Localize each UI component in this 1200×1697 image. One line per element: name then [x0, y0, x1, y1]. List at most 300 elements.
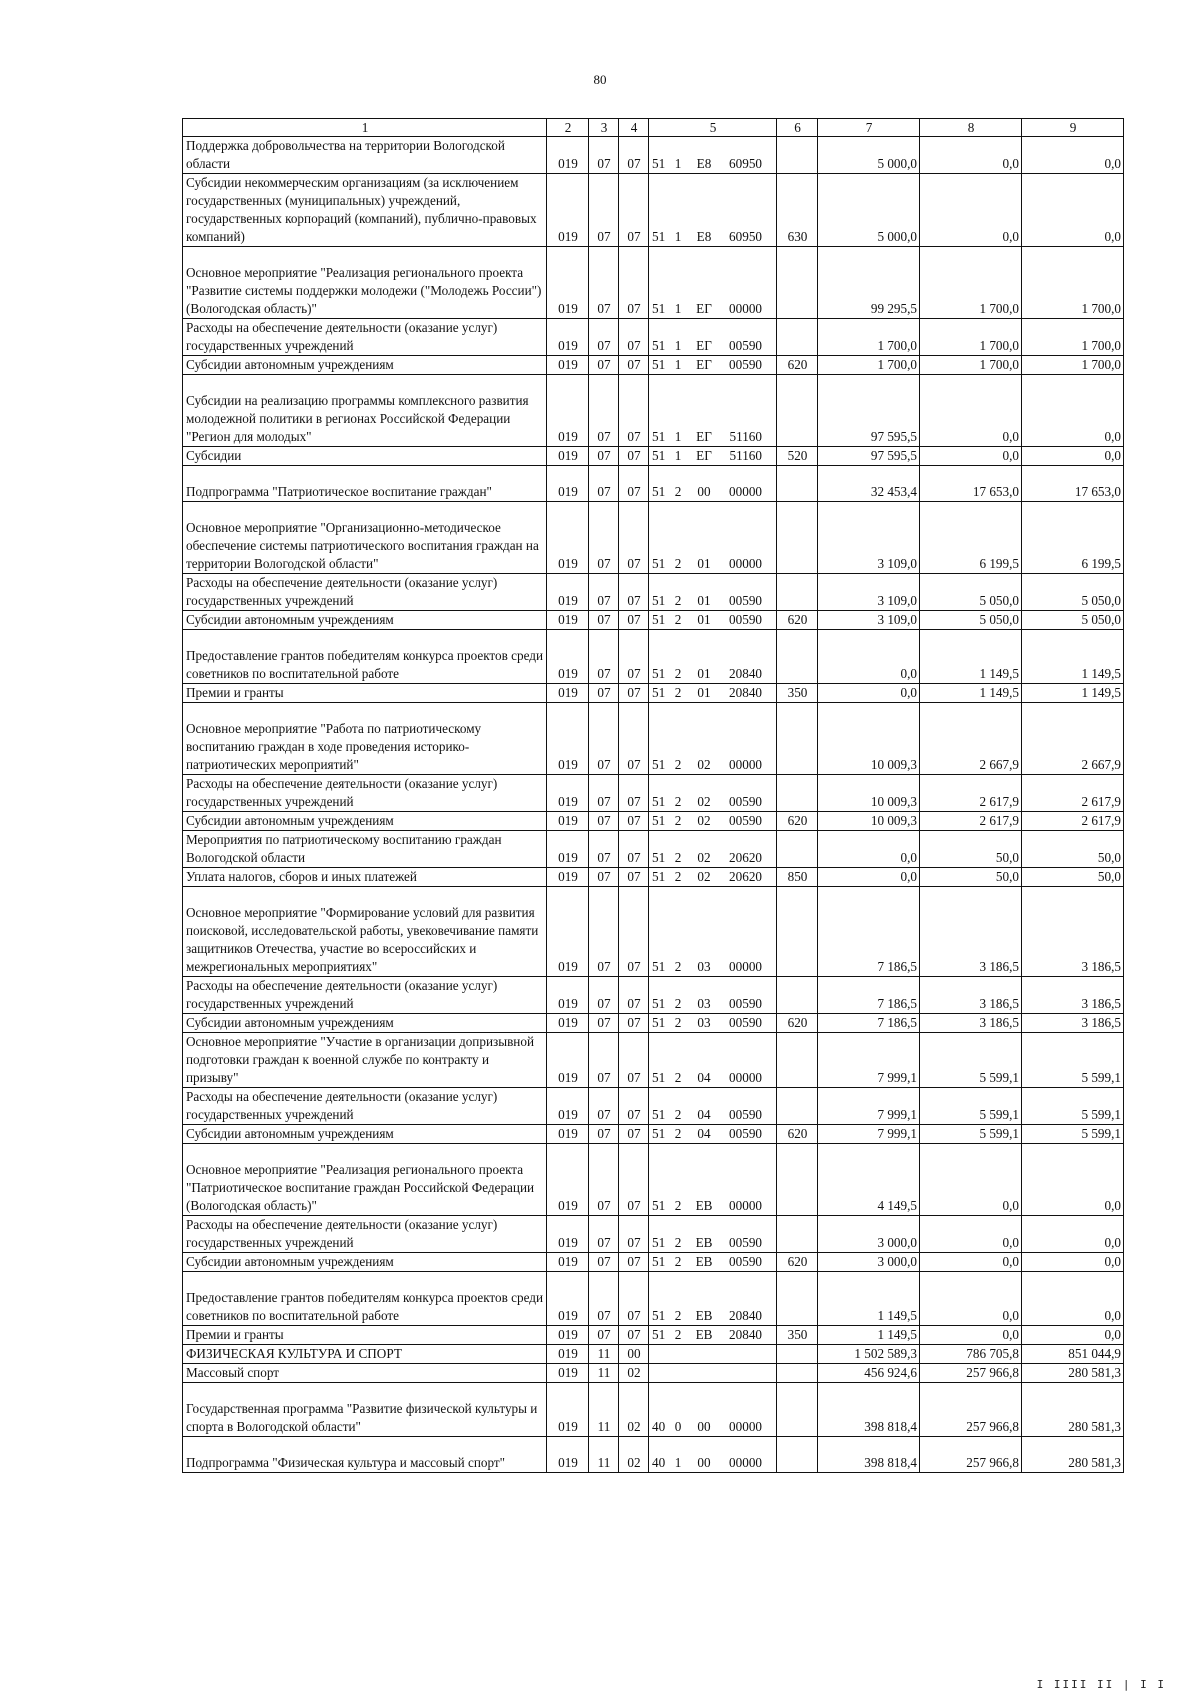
target-code-part: 51 [652, 1070, 666, 1085]
row-name: Премии и гранты [183, 1326, 547, 1345]
col-section-code: 07 [589, 1014, 619, 1033]
target-code-part: 02 [697, 850, 711, 865]
col-target-code [649, 1125, 777, 1144]
col-subsection-code: 07 [619, 977, 649, 1014]
col-amount-3: 0,0 [1022, 174, 1124, 247]
col-amount-2: 6 199,5 [920, 502, 1022, 574]
col-amount-3: 0,0 [1022, 447, 1124, 466]
target-code-part: 00590 [729, 357, 762, 372]
target-code-part: 2 [674, 850, 682, 865]
col-target-code [649, 1437, 777, 1473]
col-amount-3: 5 050,0 [1022, 611, 1124, 630]
table-row [183, 611, 1124, 630]
col-subsection-code: 07 [619, 247, 649, 319]
col-amount-3: 0,0 [1022, 1272, 1124, 1326]
table-row [183, 375, 1124, 447]
col-target-code [649, 247, 777, 319]
target-code-part: 00590 [729, 1107, 762, 1122]
col-subsection-code: 07 [619, 356, 649, 375]
col-subsection-code: 02 [619, 1383, 649, 1437]
col-amount-3: 280 581,3 [1022, 1364, 1124, 1383]
col-amount-2: 786 705,8 [920, 1345, 1022, 1364]
target-code-part: 20840 [729, 666, 762, 681]
col-ministry-code: 019 [547, 356, 589, 375]
target-code-part: 51 [652, 1254, 666, 1269]
col-amount-3: 1 149,5 [1022, 684, 1124, 703]
col-subsection-code: 07 [619, 1033, 649, 1088]
row-name: Массовый спорт [183, 1364, 547, 1383]
col-amount-2: 5 050,0 [920, 574, 1022, 611]
col-section-code: 07 [589, 812, 619, 831]
col-amount-2: 5 050,0 [920, 611, 1022, 630]
col-target-code [649, 1383, 777, 1437]
target-code-part: 51 [652, 813, 666, 828]
col-target-code [649, 1326, 777, 1345]
col-target-code [649, 466, 777, 502]
target-code-part: 00000 [729, 1455, 762, 1470]
col-amount-2: 17 653,0 [920, 466, 1022, 502]
row-name: Подпрограмма "Физическая культура и массовый спорт" [183, 1437, 547, 1473]
header-row [183, 119, 1124, 137]
col-expense-type: 620 [777, 1253, 818, 1272]
target-code-part: 51 [652, 666, 666, 681]
col-expense-type [777, 466, 818, 502]
target-code-part: 1 [674, 156, 682, 171]
col-amount-1: 1 149,5 [818, 1272, 920, 1326]
col-amount-2: 257 966,8 [920, 1364, 1022, 1383]
col-amount-2: 2 617,9 [920, 812, 1022, 831]
col-section-code: 07 [589, 1033, 619, 1088]
target-code-part: 04 [697, 1070, 711, 1085]
col-expense-type: 630 [777, 174, 818, 247]
col-amount-3: 0,0 [1022, 375, 1124, 447]
col-ministry-code: 019 [547, 977, 589, 1014]
target-code-part: 02 [697, 813, 711, 828]
col-section-code: 07 [589, 1272, 619, 1326]
col-ministry-code: 019 [547, 831, 589, 868]
target-code-part: 60950 [729, 156, 762, 171]
col-expense-type [777, 831, 818, 868]
table-row [183, 1345, 1124, 1364]
target-code-part: 01 [697, 666, 711, 681]
target-code-part: 51 [652, 612, 666, 627]
table-row [183, 775, 1124, 812]
col-amount-3: 6 199,5 [1022, 502, 1124, 574]
col-amount-1: 398 818,4 [818, 1437, 920, 1473]
col-amount-2: 3 186,5 [920, 1014, 1022, 1033]
target-code-part: 02 [697, 869, 711, 884]
target-code-part: 2 [674, 1107, 682, 1122]
col-amount-3: 0,0 [1022, 1216, 1124, 1253]
col-expense-type: 620 [777, 356, 818, 375]
col-target-code [649, 356, 777, 375]
target-code-part: 00000 [729, 757, 762, 772]
col-subsection-code: 07 [619, 574, 649, 611]
col-section-code: 07 [589, 447, 619, 466]
target-code-part: 20620 [729, 869, 762, 884]
col-section-code: 07 [589, 1125, 619, 1144]
col-amount-3: 2 617,9 [1022, 812, 1124, 831]
col-subsection-code: 07 [619, 1014, 649, 1033]
target-code-part: 2 [674, 1308, 682, 1323]
table-row [183, 684, 1124, 703]
target-code-part: 2 [674, 1327, 682, 1342]
target-code-part: 00590 [729, 1254, 762, 1269]
col-target-code [649, 868, 777, 887]
col-expense-type: 350 [777, 1326, 818, 1345]
col-amount-1: 7 999,1 [818, 1033, 920, 1088]
col-amount-1: 1 700,0 [818, 319, 920, 356]
target-code-part: 2 [674, 484, 682, 499]
target-code-part: 51 [652, 229, 666, 244]
col-subsection-code: 02 [619, 1364, 649, 1383]
col-amount-1: 10 009,3 [818, 703, 920, 775]
col-expense-type: 850 [777, 868, 818, 887]
target-code-part: 51 [652, 1327, 666, 1342]
col-target-code [649, 1033, 777, 1088]
col-amount-2: 1 149,5 [920, 630, 1022, 684]
col-amount-2: 1 149,5 [920, 684, 1022, 703]
col-target-code [649, 812, 777, 831]
target-code-part: 00590 [729, 1235, 762, 1250]
header-cell: 1 [183, 119, 547, 137]
target-code-part: EB [695, 1308, 713, 1323]
col-expense-type [777, 887, 818, 977]
col-amount-1: 7 186,5 [818, 887, 920, 977]
col-subsection-code: 07 [619, 1272, 649, 1326]
col-expense-type [777, 1383, 818, 1437]
col-expense-type [777, 1345, 818, 1364]
col-amount-1: 0,0 [818, 831, 920, 868]
col-amount-1: 5 000,0 [818, 137, 920, 174]
col-expense-type [777, 775, 818, 812]
col-target-code [649, 977, 777, 1014]
row-name: Субсидии автономным учреждениям [183, 1125, 547, 1144]
table-row [183, 447, 1124, 466]
col-section-code: 07 [589, 375, 619, 447]
col-amount-2: 0,0 [920, 1216, 1022, 1253]
col-target-code [649, 502, 777, 574]
col-subsection-code: 07 [619, 137, 649, 174]
col-section-code: 07 [589, 1216, 619, 1253]
col-amount-1: 4 149,5 [818, 1144, 920, 1216]
col-target-code [649, 1272, 777, 1326]
target-code-part: 51 [652, 357, 666, 372]
header-cell: 4 [619, 119, 649, 137]
target-code-part: 40 [652, 1419, 666, 1434]
col-amount-3: 0,0 [1022, 1144, 1124, 1216]
col-expense-type [777, 977, 818, 1014]
col-amount-3: 0,0 [1022, 1253, 1124, 1272]
col-ministry-code: 019 [547, 630, 589, 684]
col-amount-1: 3 000,0 [818, 1216, 920, 1253]
table-row [183, 1125, 1124, 1144]
col-target-code [649, 1216, 777, 1253]
row-name: Расходы на обеспечение деятельности (оказание услуг) государственных учреждений [183, 574, 547, 611]
table-row [183, 1033, 1124, 1088]
col-section-code: 07 [589, 1088, 619, 1125]
col-subsection-code: 07 [619, 375, 649, 447]
col-amount-1: 3 109,0 [818, 611, 920, 630]
col-amount-1: 0,0 [818, 630, 920, 684]
col-ministry-code: 019 [547, 319, 589, 356]
col-subsection-code: 07 [619, 502, 649, 574]
col-section-code: 07 [589, 977, 619, 1014]
page-number: 80 [593, 72, 607, 87]
col-expense-type: 620 [777, 1014, 818, 1033]
target-code-part: 2 [674, 1235, 682, 1250]
col-amount-3: 2 617,9 [1022, 775, 1124, 812]
col-amount-3: 0,0 [1022, 137, 1124, 174]
target-code-part: 51 [652, 156, 666, 171]
target-code-part: 51 [652, 301, 666, 316]
target-code-part: 51 [652, 484, 666, 499]
col-amount-3: 1 700,0 [1022, 356, 1124, 375]
col-expense-type [777, 630, 818, 684]
col-amount-1: 3 109,0 [818, 502, 920, 574]
col-ministry-code: 019 [547, 174, 589, 247]
target-code-part: 51 [652, 996, 666, 1011]
col-section-code: 11 [589, 1345, 619, 1364]
col-amount-2: 0,0 [920, 1253, 1022, 1272]
target-code-part: 2 [674, 556, 682, 571]
target-code-part: 51 [652, 1308, 666, 1323]
row-name: Расходы на обеспечение деятельности (оказание услуг) государственных учреждений [183, 1088, 547, 1125]
target-code-part: 02 [697, 794, 711, 809]
target-code-part: ЕГ [696, 357, 712, 372]
target-code-part: 1 [674, 429, 682, 444]
col-expense-type [777, 574, 818, 611]
table-row [183, 466, 1124, 502]
col-section-code: 11 [589, 1437, 619, 1473]
col-target-code [649, 1088, 777, 1125]
target-code-part: 01 [697, 593, 711, 608]
col-ministry-code: 019 [547, 1253, 589, 1272]
target-code-part: 2 [674, 959, 682, 974]
col-amount-2: 0,0 [920, 1144, 1022, 1216]
row-name: Расходы на обеспечение деятельности (оказание услуг) государственных учреждений [183, 775, 547, 812]
col-target-code [649, 447, 777, 466]
col-ministry-code: 019 [547, 1125, 589, 1144]
col-ministry-code: 019 [547, 247, 589, 319]
row-name: Расходы на обеспечение деятельности (оказание услуг) государственных учреждений [183, 319, 547, 356]
row-name: Основное мероприятие "Реализация регионального проекта "Развитие системы поддержки молодежи ("Молодежь России") (Вологодская область)" [183, 247, 547, 319]
col-expense-type: 350 [777, 684, 818, 703]
table-row [183, 137, 1124, 174]
col-target-code [649, 319, 777, 356]
col-amount-1: 10 009,3 [818, 812, 920, 831]
col-ministry-code: 019 [547, 137, 589, 174]
col-amount-2: 257 966,8 [920, 1437, 1022, 1473]
target-code-part: 00590 [729, 794, 762, 809]
col-target-code [649, 703, 777, 775]
col-amount-1: 1 502 589,3 [818, 1345, 920, 1364]
col-subsection-code: 07 [619, 1216, 649, 1253]
col-section-code: 11 [589, 1364, 619, 1383]
col-amount-3: 280 581,3 [1022, 1383, 1124, 1437]
col-subsection-code: 07 [619, 1326, 649, 1345]
table-row [183, 1383, 1124, 1437]
header-cell: 3 [589, 119, 619, 137]
col-ministry-code: 019 [547, 1014, 589, 1033]
target-code-part: 01 [697, 556, 711, 571]
col-ministry-code: 019 [547, 1437, 589, 1473]
table-row [183, 1216, 1124, 1253]
table-row [183, 1088, 1124, 1125]
target-code-part: 20840 [729, 1308, 762, 1323]
target-code-part: 20620 [729, 850, 762, 865]
target-code-part: 51 [652, 685, 666, 700]
target-code-part: 20840 [729, 1327, 762, 1342]
row-name: Субсидии автономным учреждениям [183, 356, 547, 375]
col-amount-1: 1 700,0 [818, 356, 920, 375]
target-code-part: 00 [697, 1455, 711, 1470]
target-code-part: 1 [674, 338, 682, 353]
target-code-part: EB [695, 1198, 713, 1213]
col-amount-3: 50,0 [1022, 831, 1124, 868]
header-cell: 9 [1022, 119, 1124, 137]
col-ministry-code: 019 [547, 1383, 589, 1437]
col-amount-3: 5 599,1 [1022, 1125, 1124, 1144]
col-ministry-code: 019 [547, 812, 589, 831]
col-amount-1: 7 999,1 [818, 1088, 920, 1125]
target-code-part: 51 [652, 338, 666, 353]
col-expense-type [777, 1088, 818, 1125]
row-name: Государственная программа "Развитие физической культуры и спорта в Вологодской области" [183, 1383, 547, 1437]
col-target-code [649, 1014, 777, 1033]
target-code-part: 51 [652, 869, 666, 884]
col-section-code: 07 [589, 1326, 619, 1345]
target-code-part: 51 [652, 1015, 666, 1030]
col-section-code: 07 [589, 1253, 619, 1272]
target-code-part: 00 [697, 484, 711, 499]
target-code-part: 2 [674, 757, 682, 772]
col-amount-2: 0,0 [920, 375, 1022, 447]
col-section-code: 07 [589, 684, 619, 703]
col-amount-2: 0,0 [920, 174, 1022, 247]
col-expense-type [777, 319, 818, 356]
col-amount-2: 50,0 [920, 831, 1022, 868]
col-expense-type [777, 703, 818, 775]
target-code-part: ЕГ [696, 301, 712, 316]
col-amount-2: 2 617,9 [920, 775, 1022, 812]
col-expense-type [777, 1144, 818, 1216]
col-subsection-code: 07 [619, 1125, 649, 1144]
col-subsection-code: 07 [619, 887, 649, 977]
col-expense-type: 620 [777, 1125, 818, 1144]
target-code-part: E8 [696, 156, 712, 171]
col-amount-1: 0,0 [818, 684, 920, 703]
col-ministry-code: 019 [547, 775, 589, 812]
target-code-part: 51 [652, 1235, 666, 1250]
col-target-code [649, 887, 777, 977]
col-subsection-code: 07 [619, 466, 649, 502]
col-amount-3: 50,0 [1022, 868, 1124, 887]
col-ministry-code: 019 [547, 887, 589, 977]
row-name: Уплата налогов, сборов и иных платежей [183, 868, 547, 887]
col-subsection-code: 07 [619, 1144, 649, 1216]
target-code-part: 2 [674, 794, 682, 809]
col-section-code: 07 [589, 630, 619, 684]
target-code-part: 51 [652, 794, 666, 809]
col-expense-type: 520 [777, 447, 818, 466]
target-code-part: 03 [697, 996, 711, 1011]
table-row [183, 574, 1124, 611]
col-section-code: 11 [589, 1383, 619, 1437]
table-row [183, 1437, 1124, 1473]
col-target-code [649, 611, 777, 630]
col-amount-3: 851 044,9 [1022, 1345, 1124, 1364]
col-subsection-code: 07 [619, 684, 649, 703]
target-code-part: 00000 [729, 556, 762, 571]
target-code-part: 00000 [729, 301, 762, 316]
target-code-part: 51160 [729, 448, 762, 463]
target-code-part: E8 [696, 229, 712, 244]
col-amount-3: 3 186,5 [1022, 1014, 1124, 1033]
row-name: Поддержка добровольчества на территории Вологодской области [183, 137, 547, 174]
col-ministry-code: 019 [547, 1272, 589, 1326]
col-amount-3: 1 149,5 [1022, 630, 1124, 684]
col-section-code: 07 [589, 887, 619, 977]
col-ministry-code: 019 [547, 1088, 589, 1125]
budget-table [182, 118, 1124, 1473]
col-amount-1: 99 295,5 [818, 247, 920, 319]
header-cell: 7 [818, 119, 920, 137]
col-amount-1: 7 186,5 [818, 977, 920, 1014]
col-target-code [649, 1144, 777, 1216]
table-row [183, 1326, 1124, 1345]
table-row [183, 1144, 1124, 1216]
col-section-code: 07 [589, 247, 619, 319]
target-code-part: 2 [674, 869, 682, 884]
row-name: Премии и гранты [183, 684, 547, 703]
table-row [183, 977, 1124, 1014]
col-target-code [649, 1364, 777, 1383]
target-code-part: 2 [674, 685, 682, 700]
col-amount-2: 257 966,8 [920, 1383, 1022, 1437]
col-ministry-code: 019 [547, 466, 589, 502]
row-name: Субсидии автономным учреждениям [183, 812, 547, 831]
target-code-part: 02 [697, 757, 711, 772]
col-amount-3: 17 653,0 [1022, 466, 1124, 502]
target-code-part: 04 [697, 1126, 711, 1141]
col-amount-1: 97 595,5 [818, 447, 920, 466]
target-code-part: 1 [674, 229, 682, 244]
table-row [183, 1272, 1124, 1326]
target-code-part: 2 [674, 666, 682, 681]
col-section-code: 07 [589, 356, 619, 375]
col-subsection-code: 07 [619, 611, 649, 630]
col-amount-2: 50,0 [920, 868, 1022, 887]
col-ministry-code: 019 [547, 447, 589, 466]
col-subsection-code: 07 [619, 703, 649, 775]
target-code-part: 51 [652, 959, 666, 974]
col-expense-type [777, 1272, 818, 1326]
col-expense-type [777, 375, 818, 447]
target-code-part: 51160 [729, 429, 762, 444]
col-target-code [649, 1345, 777, 1364]
col-subsection-code: 07 [619, 1088, 649, 1125]
target-code-part: 51 [652, 1107, 666, 1122]
col-ministry-code: 019 [547, 1144, 589, 1216]
col-subsection-code: 07 [619, 447, 649, 466]
col-amount-2: 3 186,5 [920, 887, 1022, 977]
col-subsection-code: 07 [619, 775, 649, 812]
target-code-part: 0 [674, 1419, 682, 1434]
col-expense-type [777, 1364, 818, 1383]
col-expense-type [777, 502, 818, 574]
target-code-part: 51 [652, 1198, 666, 1213]
